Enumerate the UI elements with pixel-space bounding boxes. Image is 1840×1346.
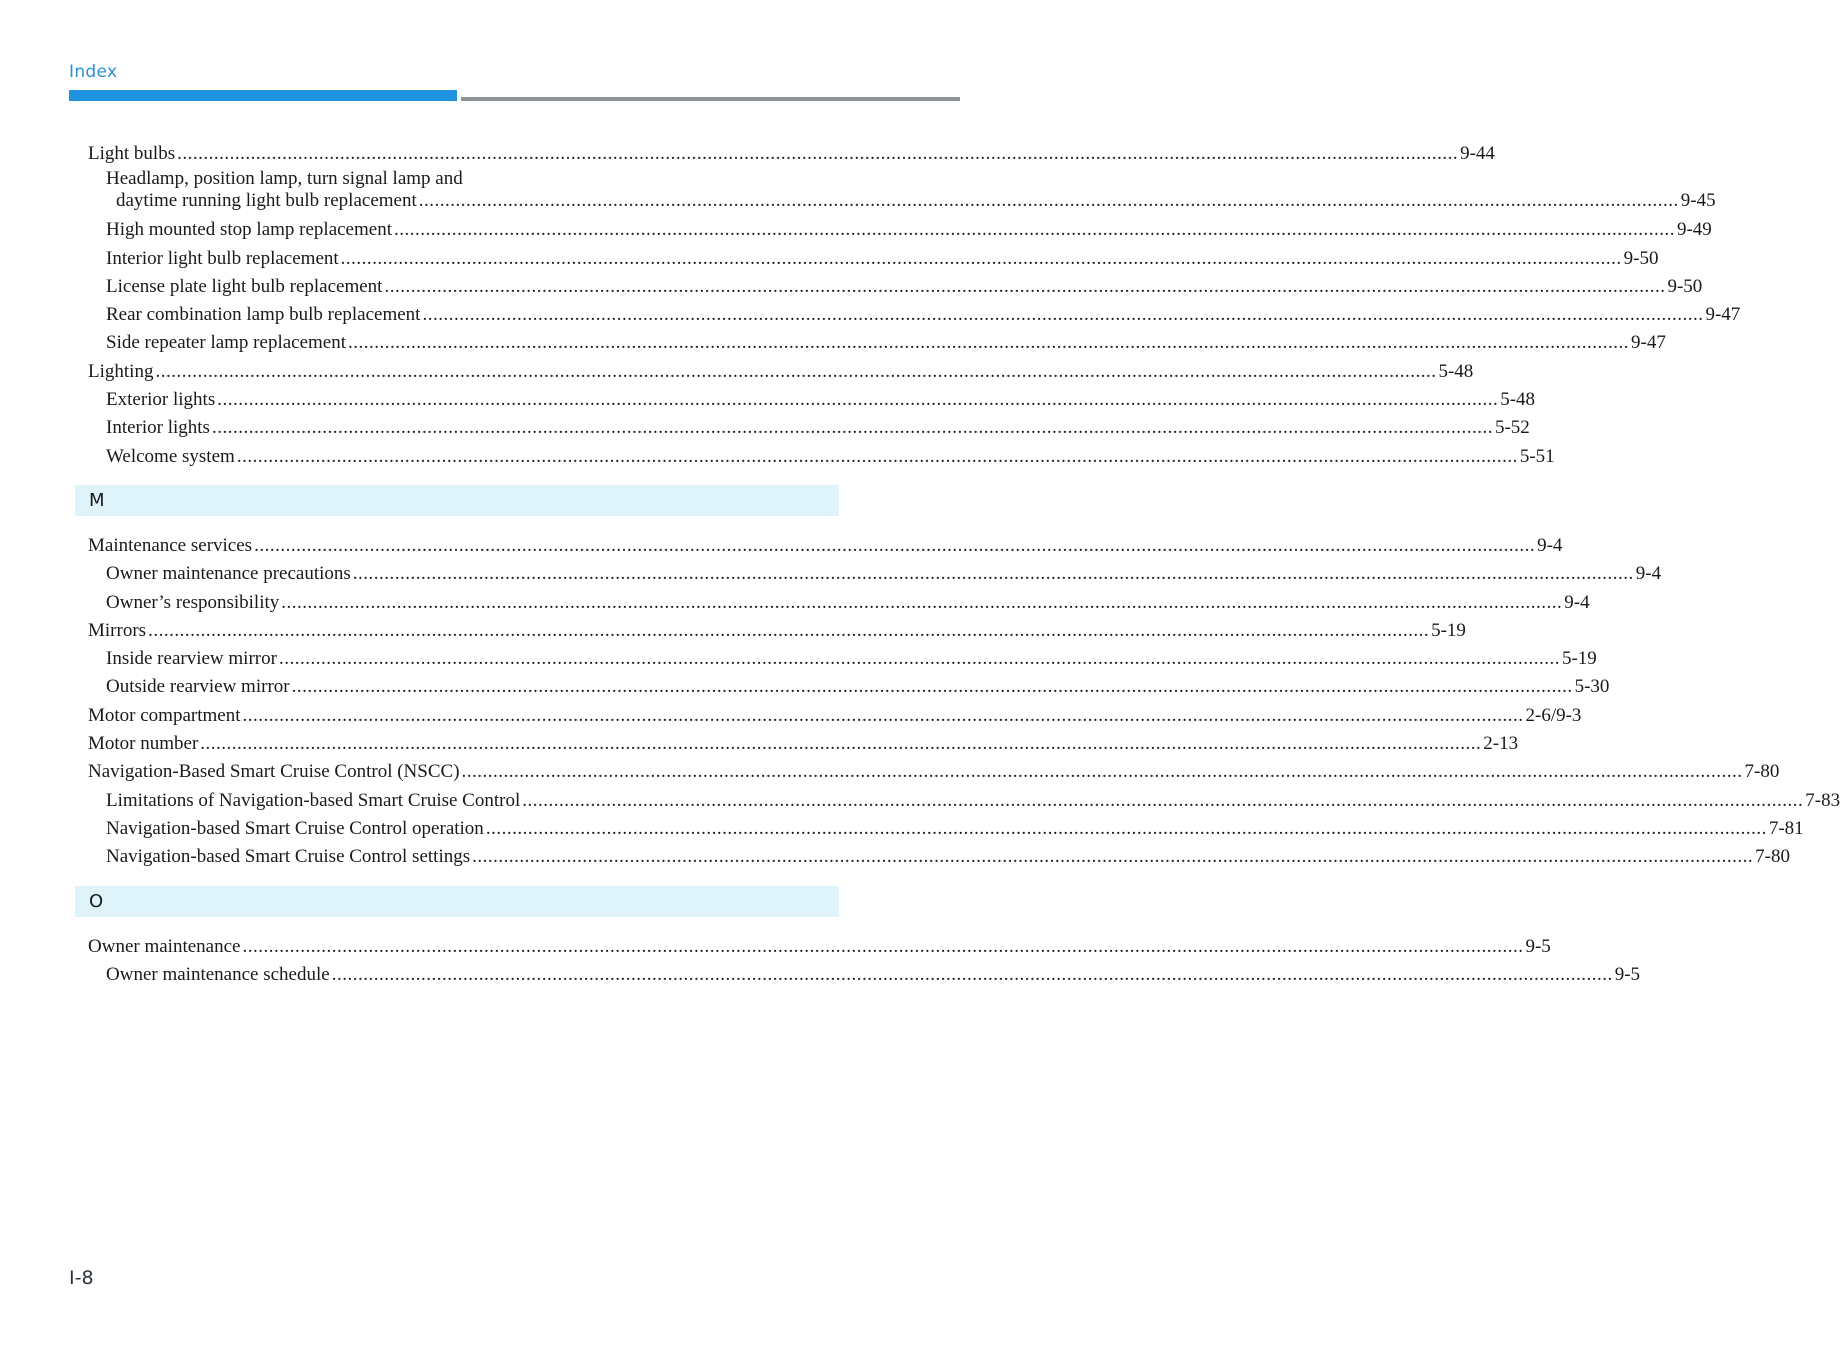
leader-dots xyxy=(384,273,1665,301)
index-entry xyxy=(88,730,1519,758)
index-entry xyxy=(88,933,1551,961)
entry-label: Navigation-based Smart Cruise Control operation xyxy=(106,817,484,839)
index-list xyxy=(88,140,1840,989)
entry-label: Navigation-Based Smart Cruise Control (NSCC) xyxy=(88,761,460,783)
leader-dots xyxy=(472,843,1753,871)
entry-page-ref: 5-48 xyxy=(1438,360,1474,382)
entry-label: Lighting xyxy=(88,360,154,382)
entry-page-ref: 7-81 xyxy=(1768,817,1804,839)
index-entry xyxy=(88,560,1662,588)
leader-dots xyxy=(155,358,1436,386)
index-entry xyxy=(88,815,1804,843)
entry-page-ref: 7-80 xyxy=(1744,761,1780,783)
entry-label: daytime running light bulb replacement xyxy=(116,190,417,212)
entry-label: Owner maintenance schedule xyxy=(106,963,330,985)
entry-label: Mirrors xyxy=(88,619,147,641)
entry-label: Inside rearview mirror xyxy=(106,648,277,670)
leader-dots xyxy=(348,329,1629,357)
leader-dots xyxy=(522,787,1803,815)
entry-label: Exterior lights xyxy=(106,389,216,411)
index-group-o xyxy=(88,933,1641,990)
leader-dots xyxy=(394,216,1675,244)
index-entry xyxy=(88,532,1563,560)
index-entry xyxy=(88,702,1582,730)
entry-label: Owner maintenance xyxy=(88,935,241,957)
entry-page-ref: 2-6/9-3 xyxy=(1525,704,1582,726)
leader-dots xyxy=(281,589,1562,617)
index-entry xyxy=(88,787,1840,815)
index-entry xyxy=(88,414,1530,442)
entry-page-ref: 9-47 xyxy=(1631,332,1666,354)
entry-page-ref: 9-4 xyxy=(1564,591,1590,613)
index-entry xyxy=(88,140,1495,168)
index-entry-multiline xyxy=(88,168,1716,216)
index-entry xyxy=(88,358,1474,386)
entry-label: License plate light bulb replacement xyxy=(106,275,383,297)
index-entry xyxy=(88,301,1741,329)
entry-page-ref: 9-47 xyxy=(1705,304,1741,326)
leader-dots xyxy=(254,532,1535,560)
entry-label: Maintenance services xyxy=(88,534,253,556)
entry-label: Navigation-based Smart Cruise Control settings xyxy=(106,846,471,868)
entry-label: Limitations of Navigation-based Smart Cruise Control xyxy=(106,789,521,811)
entry-label: Owner’s responsibility xyxy=(106,591,280,613)
index-entry xyxy=(88,961,1641,989)
leader-dots xyxy=(242,933,1523,961)
entry-page-ref: 9-5 xyxy=(1614,963,1641,985)
leader-dots xyxy=(422,301,1703,329)
entry-page-ref: 9-4 xyxy=(1635,563,1662,585)
header-accent-bar xyxy=(69,90,457,101)
leader-dots xyxy=(148,617,1429,645)
index-entry xyxy=(88,273,1703,301)
index-entry xyxy=(88,589,1590,617)
entry-page-ref: 5-19 xyxy=(1561,648,1597,670)
index-entry xyxy=(88,758,1780,786)
entry-page-ref: 5-52 xyxy=(1494,417,1530,439)
entry-page-ref: 9-50 xyxy=(1623,247,1659,269)
entry-page-ref: 7-80 xyxy=(1755,846,1790,868)
entry-label: Outside rearview mirror xyxy=(106,676,290,698)
entry-label: Rear combination lamp bulb replacement xyxy=(106,304,421,326)
leader-dots xyxy=(279,645,1560,673)
entry-page-ref: 2-13 xyxy=(1483,733,1519,755)
section-heading-m xyxy=(75,485,839,516)
leader-dots xyxy=(462,758,1743,786)
entry-continuation xyxy=(106,190,1716,216)
leader-dots xyxy=(353,560,1634,588)
entry-page-ref: 9-45 xyxy=(1680,190,1716,212)
leader-dots xyxy=(332,961,1613,989)
index-group-m xyxy=(88,532,1840,872)
entry-label: Side repeater lamp replacement xyxy=(106,332,347,354)
entry-label: Motor number xyxy=(88,733,199,755)
entry-page-ref: 5-19 xyxy=(1431,619,1466,641)
leader-dots xyxy=(212,414,1493,442)
index-entry xyxy=(88,216,1712,244)
leader-dots xyxy=(217,386,1498,414)
header-title: Index xyxy=(69,62,118,82)
index-entry xyxy=(88,645,1597,673)
index-entry xyxy=(88,617,1466,645)
section-letter: M xyxy=(89,489,105,511)
entry-page-ref: 9-4 xyxy=(1537,534,1563,556)
leader-dots xyxy=(486,815,1767,843)
index-entry xyxy=(88,329,1666,357)
entry-label: Welcome system xyxy=(106,445,235,467)
entry-page-ref: 5-48 xyxy=(1500,389,1536,411)
index-entry xyxy=(88,673,1610,701)
page-number: I-8 xyxy=(69,1267,94,1289)
header-rule xyxy=(461,97,960,101)
index-entry xyxy=(88,245,1659,273)
entry-label: High mounted stop lamp replacement xyxy=(106,219,392,241)
leader-dots xyxy=(237,443,1518,471)
entry-page-ref: 5-30 xyxy=(1574,676,1610,698)
leader-dots xyxy=(177,140,1458,168)
entry-label: Headlamp, position lamp, turn signal lamp and xyxy=(106,168,463,190)
section-letter: O xyxy=(89,890,104,912)
leader-dots xyxy=(292,673,1573,701)
entry-label: Owner maintenance precautions xyxy=(106,563,351,585)
index-entry xyxy=(88,386,1536,414)
leader-dots xyxy=(341,245,1622,273)
leader-dots xyxy=(243,702,1524,730)
entry-page-ref: 7-83 xyxy=(1805,789,1840,811)
entry-label: Motor compartment xyxy=(88,704,241,726)
entry-page-ref: 9-44 xyxy=(1460,143,1495,164)
entry-page-ref: 9-49 xyxy=(1676,219,1712,241)
index-entry xyxy=(88,843,1790,871)
entry-page-ref: 9-50 xyxy=(1667,275,1703,297)
entry-label: Interior lights xyxy=(106,417,210,439)
section-heading-o xyxy=(75,886,839,917)
index-entry xyxy=(88,443,1555,471)
entry-label: Interior light bulb replacement xyxy=(106,247,339,269)
entry-label: Light bulbs xyxy=(88,143,176,164)
leader-dots xyxy=(200,730,1481,758)
entry-page-ref: 5-51 xyxy=(1519,445,1555,467)
entry-page-ref: 9-5 xyxy=(1525,935,1551,957)
index-group-l xyxy=(88,140,1741,471)
leader-dots: ................................................................................................................................................................................................................................................ xyxy=(418,190,1679,212)
